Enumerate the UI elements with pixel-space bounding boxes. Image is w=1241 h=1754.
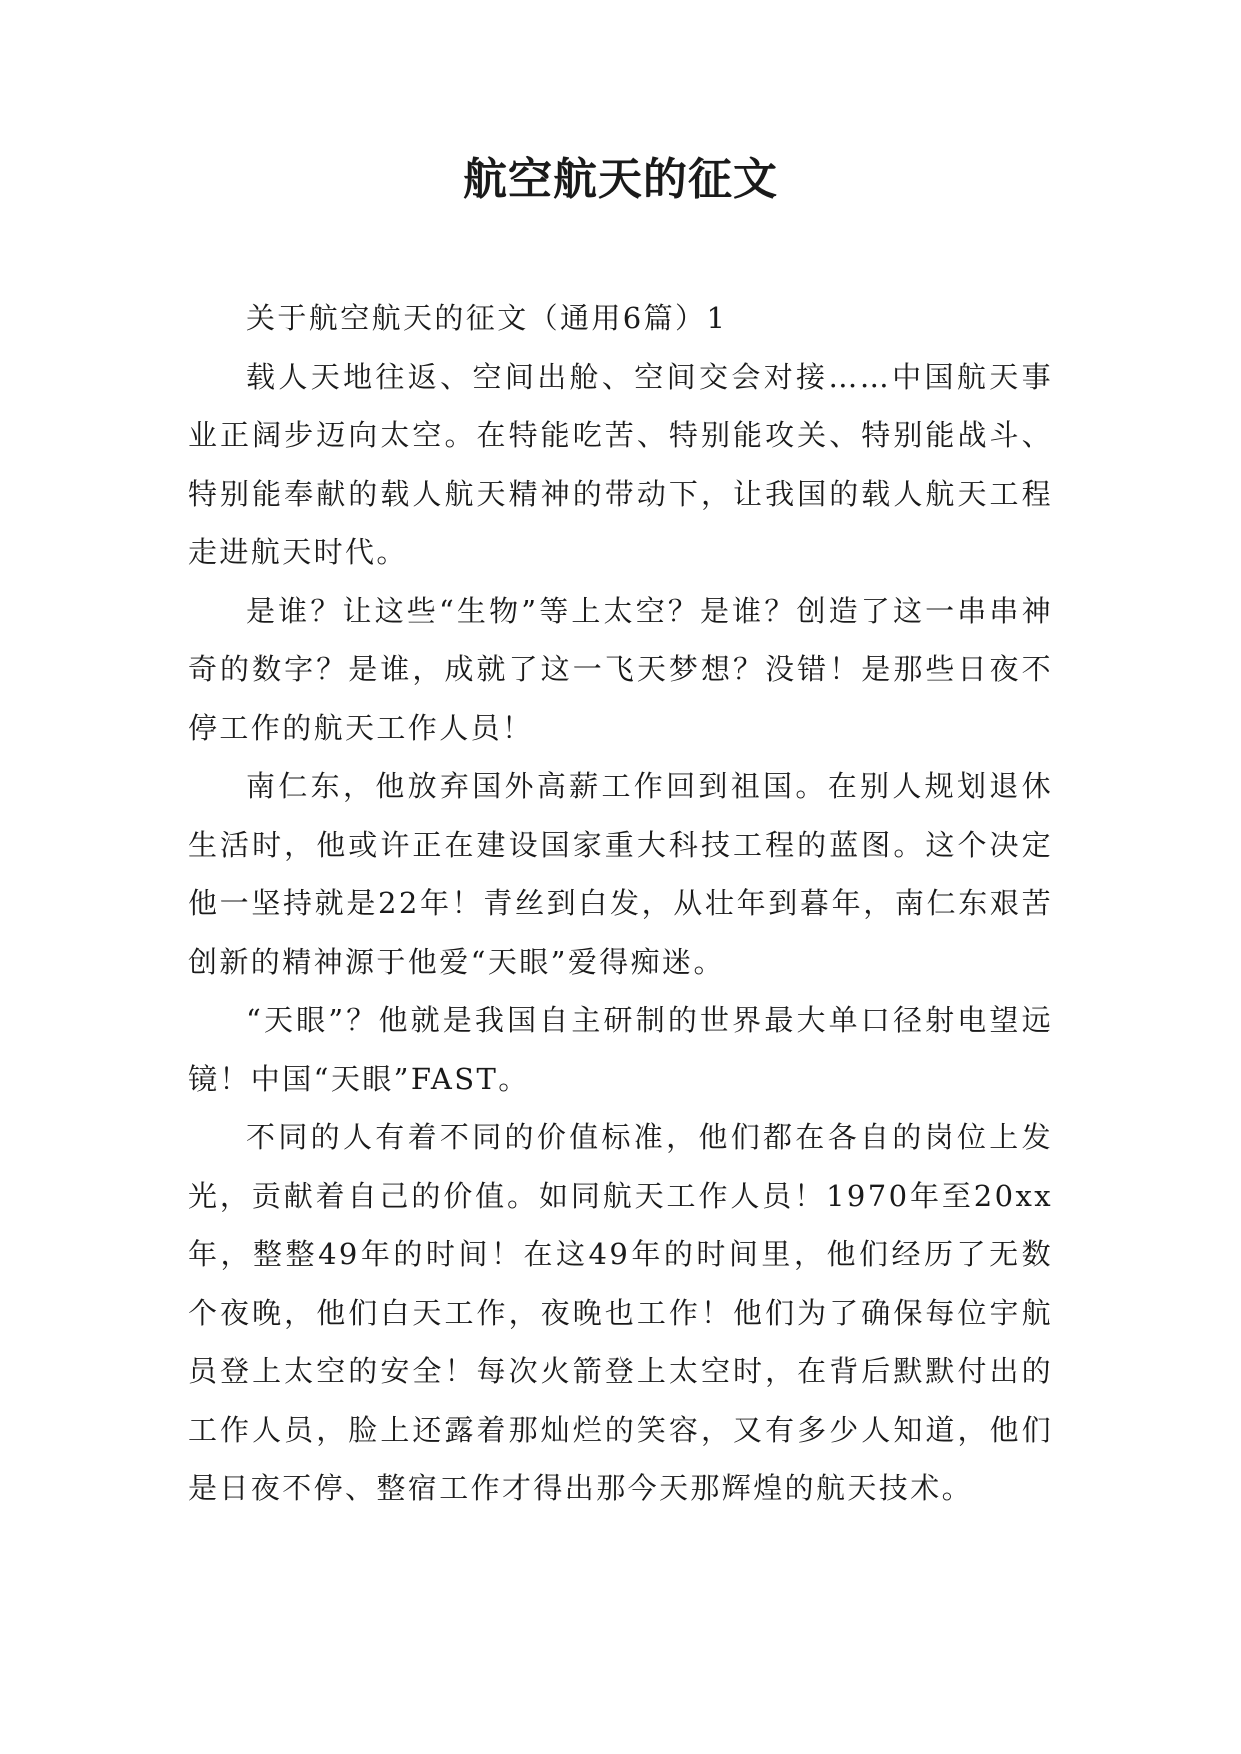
paragraph-1: 载人天地往返、空间出舱、空间交会对接……中国航天事业正阔步迈向太空。在特能吃苦、特别能攻关、特别能战斗、特别能奉献的载人航天精神的带动下，让我国的载人航天工程走进航天时代。 bbox=[188, 359, 1053, 569]
paragraph-5: 不同的人有着不同的价值标准，他们都在各自的岗位上发光，贡献着自己的价值。如同航天工作人员！1970年至20xx年，整整49年的时间！在这49年的时间里，他们经历了无数个夜晚，他们白天工作，夜晚也工作！他们为了确保每位宇航员登上太空的安全！每次火箭登上太空时，在背后默默付出的工作人员，脸上还露着那灿烂的笑容，又有多少人知道，他们是日夜不停、整宿工作才得出那今天那辉煌的航天技术。 bbox=[188, 1120, 1053, 1505]
document-body bbox=[188, 289, 1053, 1518]
paragraph-2: 是谁？让这些“生物”等上太空？是谁？创造了这一串串神奇的数字？是谁，成就了这一飞天梦想？没错！是那些日夜不停工作的航天工作人员！ bbox=[188, 593, 1053, 745]
paragraph-subtitle: 关于航空航天的征文（通用6篇）1 bbox=[246, 301, 728, 335]
document-title: 航空航天的征文 bbox=[463, 154, 778, 205]
paragraph-3: 南仁东，他放弃国外高薪工作回到祖国。在别人规划退休生活时，他或许正在建设国家重大科技工程的蓝图。这个决定他一坚持就是22年！青丝到白发，从壮年到暮年，南仁东艰苦创新的精神源于他爱“天眼”爱得痴迷。 bbox=[188, 769, 1053, 979]
paragraph-4: “天眼”？他就是我国自主研制的世界最大单口径射电望远镜！中国“天眼”FAST。 bbox=[188, 1003, 1053, 1096]
